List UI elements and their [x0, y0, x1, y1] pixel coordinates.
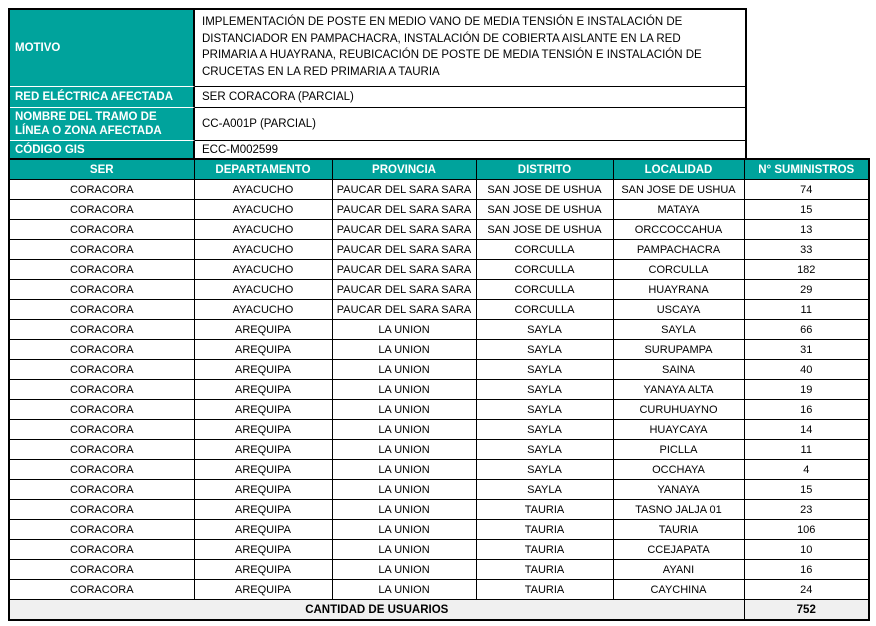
motivo-label — [10, 10, 195, 86]
table-cell: LA UNION — [332, 340, 476, 360]
table-cell: 31 — [744, 340, 869, 360]
table-cell: AREQUIPA — [194, 560, 332, 580]
table-cell: AREQUIPA — [194, 580, 332, 600]
table-row — [9, 320, 869, 340]
tramo-label-text: NOMBRE DEL TRAMO DE LÍNEA O ZONA AFECTADA — [15, 111, 162, 137]
table-cell: LA UNION — [332, 520, 476, 540]
table-cell: USCAYA — [613, 300, 744, 320]
table-cell: SAN JOSE DE USHUA — [476, 180, 613, 200]
table-cell: CCEJAPATA — [613, 540, 744, 560]
table-cell: SAN JOSE DE USHUA — [476, 200, 613, 220]
table-row — [9, 180, 869, 200]
table-cell: CORACORA — [9, 400, 194, 420]
table-cell: CORACORA — [9, 300, 194, 320]
table-row — [9, 260, 869, 280]
table-row — [9, 220, 869, 240]
table-body — [9, 180, 869, 600]
table-cell: LA UNION — [332, 400, 476, 420]
table-cell: CORACORA — [9, 520, 194, 540]
table-cell: CORACORA — [9, 200, 194, 220]
table-cell: LA UNION — [332, 360, 476, 380]
table-cell: PAUCAR DEL SARA SARA — [332, 200, 476, 220]
table-cell: SAYLA — [476, 480, 613, 500]
table-cell: AREQUIPA — [194, 420, 332, 440]
table-cell: CORCULLA — [476, 240, 613, 260]
table-cell: HUAYRANA — [613, 280, 744, 300]
table-cell: AYACUCHO — [194, 200, 332, 220]
table-cell: AYANI — [613, 560, 744, 580]
header-ser: SER — [9, 159, 194, 180]
table-cell: CORACORA — [9, 260, 194, 280]
table-cell: 19 — [744, 380, 869, 400]
table-cell: 66 — [744, 320, 869, 340]
table-row — [9, 520, 869, 540]
table-cell: LA UNION — [332, 580, 476, 600]
header-provincia: PROVINCIA — [332, 159, 476, 180]
table-cell: SAN JOSE DE USHUA — [613, 180, 744, 200]
table-cell: LA UNION — [332, 420, 476, 440]
table-row — [9, 580, 869, 600]
table-cell: 29 — [744, 280, 869, 300]
table-cell: PAUCAR DEL SARA SARA — [332, 180, 476, 200]
table-cell: LA UNION — [332, 380, 476, 400]
table-cell: CORACORA — [9, 560, 194, 580]
red-electrica-value-text: SER CORACORA (PARCIAL) — [202, 91, 354, 103]
table-cell: CURUHUAYNO — [613, 400, 744, 420]
table-cell: CORACORA — [9, 340, 194, 360]
table-cell: 16 — [744, 400, 869, 420]
table-cell: AREQUIPA — [194, 360, 332, 380]
table-cell: CORACORA — [9, 220, 194, 240]
table-cell: 14 — [744, 420, 869, 440]
table-cell: CORCULLA — [476, 300, 613, 320]
table-cell: AREQUIPA — [194, 380, 332, 400]
table-cell: TAURIA — [476, 560, 613, 580]
info-section — [8, 8, 747, 159]
table-cell: TAURIA — [613, 520, 744, 540]
table-cell: AYACUCHO — [194, 260, 332, 280]
footer-label: CANTIDAD DE USUARIOS — [9, 600, 744, 621]
table-cell: CORACORA — [9, 380, 194, 400]
table-cell: SAYLA — [476, 440, 613, 460]
table-row — [9, 500, 869, 520]
table-cell: 74 — [744, 180, 869, 200]
table-row — [9, 420, 869, 440]
header-localidad: LOCALIDAD — [613, 159, 744, 180]
table-cell: SAYLA — [613, 320, 744, 340]
red-electrica-label — [10, 86, 195, 107]
table-header-row — [9, 159, 869, 180]
table-cell: 10 — [744, 540, 869, 560]
table-cell: CORACORA — [9, 240, 194, 260]
table-cell: LA UNION — [332, 560, 476, 580]
table-cell: AYACUCHO — [194, 220, 332, 240]
table-cell: SAYLA — [476, 400, 613, 420]
table-cell: PAUCAR DEL SARA SARA — [332, 300, 476, 320]
table-cell: CORACORA — [9, 580, 194, 600]
table-cell: LA UNION — [332, 440, 476, 460]
table-cell: CORACORA — [9, 440, 194, 460]
table-cell: AREQUIPA — [194, 400, 332, 420]
table-cell: AREQUIPA — [194, 440, 332, 460]
table-cell: 16 — [744, 560, 869, 580]
table-cell: TAURIA — [476, 500, 613, 520]
table-cell: 24 — [744, 580, 869, 600]
table-cell: CORACORA — [9, 320, 194, 340]
table-cell: PAMPACHACRA — [613, 240, 744, 260]
footer-total: 752 — [744, 600, 869, 621]
table-cell: PICLLA — [613, 440, 744, 460]
table-cell: AREQUIPA — [194, 480, 332, 500]
table-cell: CORCULLA — [476, 280, 613, 300]
table-cell: ORCCOCCAHUA — [613, 220, 744, 240]
table-cell: LA UNION — [332, 460, 476, 480]
table-row — [9, 240, 869, 260]
table-cell: SAN JOSE DE USHUA — [476, 220, 613, 240]
table-cell: 11 — [744, 440, 869, 460]
table-cell: PAUCAR DEL SARA SARA — [332, 240, 476, 260]
table-cell: SAYLA — [476, 420, 613, 440]
table-cell: 23 — [744, 500, 869, 520]
table-cell: CORACORA — [9, 180, 194, 200]
table-row — [9, 400, 869, 420]
table-cell: 13 — [744, 220, 869, 240]
table-row — [9, 380, 869, 400]
table-cell: CORACORA — [9, 460, 194, 480]
table-footer-row — [9, 600, 869, 621]
motivo-value — [195, 10, 745, 86]
table-cell: TASNO JALJA 01 — [613, 500, 744, 520]
table-cell: CORACORA — [9, 280, 194, 300]
table-cell: OCCHAYA — [613, 460, 744, 480]
table-cell: CORACORA — [9, 420, 194, 440]
table-cell: SAYLA — [476, 380, 613, 400]
table-row — [9, 360, 869, 380]
table-cell: TAURIA — [476, 580, 613, 600]
table-cell: SAINA — [613, 360, 744, 380]
table-cell: CORCULLA — [476, 260, 613, 280]
suministros-table — [8, 158, 870, 621]
table-cell: SAYLA — [476, 320, 613, 340]
table-cell: SAYLA — [476, 460, 613, 480]
table-cell: TAURIA — [476, 520, 613, 540]
table-cell: SURUPAMPA — [613, 340, 744, 360]
table-cell: 106 — [744, 520, 869, 540]
table-cell: CORACORA — [9, 480, 194, 500]
table-cell: 4 — [744, 460, 869, 480]
table-cell: CORACORA — [9, 360, 194, 380]
table-cell: 40 — [744, 360, 869, 380]
table-cell: 11 — [744, 300, 869, 320]
red-electrica-value — [195, 86, 745, 107]
table-row — [9, 300, 869, 320]
table-cell: CORACORA — [9, 540, 194, 560]
table-cell: LA UNION — [332, 480, 476, 500]
table-cell: SAYLA — [476, 340, 613, 360]
tramo-value — [195, 107, 745, 140]
table-cell: AREQUIPA — [194, 520, 332, 540]
table-row — [9, 280, 869, 300]
codigo-gis-value — [195, 140, 745, 158]
codigo-gis-value-text: ECC-M002599 — [202, 143, 279, 156]
table-row — [9, 340, 869, 360]
table-cell: PAUCAR DEL SARA SARA — [332, 260, 476, 280]
table-cell: AYACUCHO — [194, 300, 332, 320]
table-cell: PAUCAR DEL SARA SARA — [332, 220, 476, 240]
motivo-label-text: MOTIVO — [15, 42, 61, 54]
table-cell: AREQUIPA — [194, 340, 332, 360]
table-cell: YANAYA ALTA — [613, 380, 744, 400]
table-cell: PAUCAR DEL SARA SARA — [332, 280, 476, 300]
table-cell: AYACUCHO — [194, 280, 332, 300]
tramo-label — [10, 107, 195, 140]
table-row — [9, 460, 869, 480]
table-cell: LA UNION — [332, 540, 476, 560]
table-row — [9, 440, 869, 460]
header-suministros: N° SUMINISTROS — [744, 159, 869, 180]
table-cell: AYACUCHO — [194, 240, 332, 260]
table-cell: AREQUIPA — [194, 500, 332, 520]
table-cell: 33 — [744, 240, 869, 260]
tramo-value-text: CC-A001P (PARCIAL) — [202, 118, 316, 130]
table-cell: YANAYA — [613, 480, 744, 500]
table-row — [9, 200, 869, 220]
header-distrito: DISTRITO — [476, 159, 613, 180]
table-cell: MATAYA — [613, 200, 744, 220]
table-cell: TAURIA — [476, 540, 613, 560]
table-cell: CAYCHINA — [613, 580, 744, 600]
table-cell: LA UNION — [332, 320, 476, 340]
table-cell: CORACORA — [9, 500, 194, 520]
table-row — [9, 560, 869, 580]
red-electrica-label-text: RED ELÉCTRICA AFECTADA — [15, 91, 174, 103]
table-cell: SAYLA — [476, 360, 613, 380]
codigo-gis-label-text: CÓDIGO GIS — [15, 143, 85, 156]
motivo-value-text: IMPLEMENTACIÓN DE POSTE EN MEDIO VANO DE MEDIA TENSIÓN E INSTALACIÓN DE DISTANCIADOR EN PAMPACHACRA, INSTALACIÓN DE COBIERTA AISLANTE EN LA RED PRIMARIA A HUAYRANA, REUBICACIÓN DE POSTE DE MEDIA TENSIÓN E INSTALACIÓN DE CRUCETAS EN LA RED PRIMARIA A TAURIA — [202, 16, 702, 78]
table-row — [9, 480, 869, 500]
table-cell: 15 — [744, 480, 869, 500]
table-cell: AREQUIPA — [194, 460, 332, 480]
codigo-gis-label — [10, 140, 195, 158]
table-cell: 15 — [744, 200, 869, 220]
header-departamento: DEPARTAMENTO — [194, 159, 332, 180]
table-cell: AREQUIPA — [194, 540, 332, 560]
table-cell: AREQUIPA — [194, 320, 332, 340]
table-cell: HUAYCAYA — [613, 420, 744, 440]
table-cell: CORCULLA — [613, 260, 744, 280]
table-row — [9, 540, 869, 560]
table-cell: 182 — [744, 260, 869, 280]
table-cell: AYACUCHO — [194, 180, 332, 200]
table-cell: LA UNION — [332, 500, 476, 520]
